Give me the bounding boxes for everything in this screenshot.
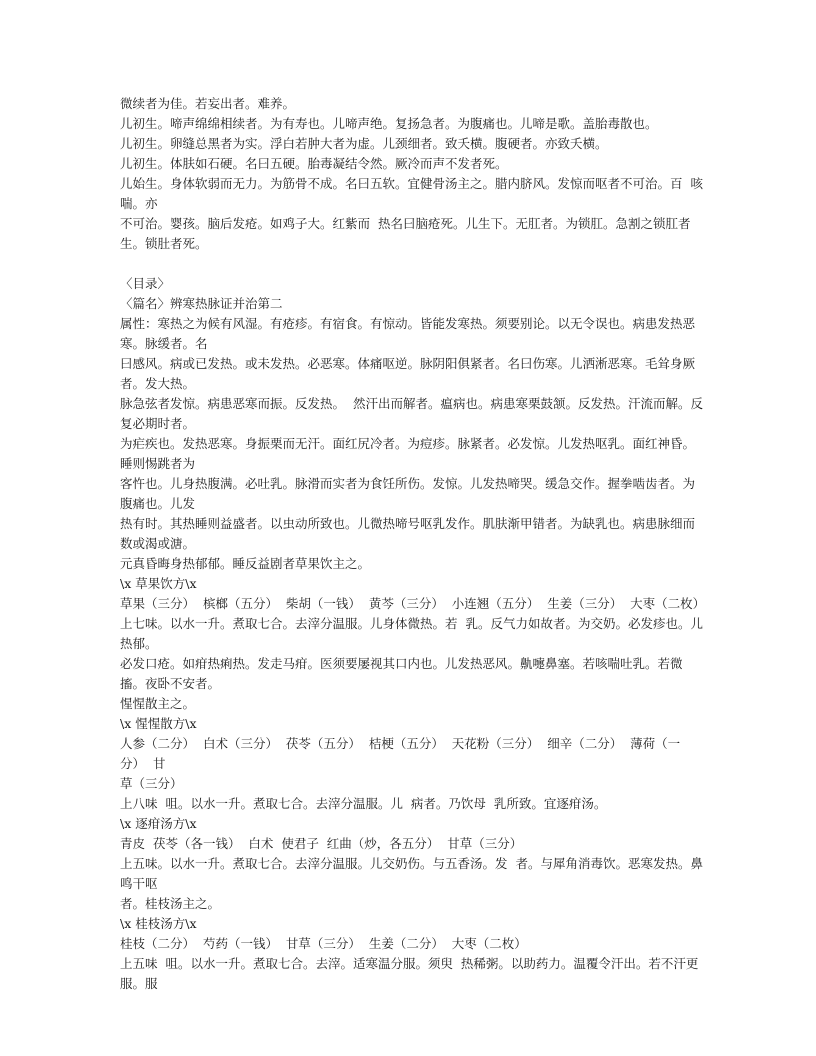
formula-heading: \x 桂枝汤方\x — [120, 916, 197, 931]
text-line: 脉急弦者发惊。病患恶寒而振。反发热。 然汗出而解者。瘟病也。病患寒栗鼓颔。反发热。汗流而解。反复必期时者。 — [120, 396, 703, 431]
toc-marker: 〈目录〉 — [120, 276, 171, 291]
text-line: 者。桂枝汤主之。 — [120, 896, 221, 911]
text-line: 为疟疾也。发热恶寒。身振栗而无汗。面红尻冷者。为痘疹。脉紧者。必发惊。儿发热呕乳。面红神昏。睡则惕跳者为 — [120, 436, 696, 471]
text-line: 上八味 咀。以水一升。煮取七合。去滓分温服。儿 病者。乃饮母 乳所致。宜逐疳汤。 — [120, 796, 607, 811]
text-line: 儿初生。体肤如石硬。名曰五硬。胎毒凝结令然。厥冷而声不发者死。 — [120, 156, 508, 171]
text-line: 上五味。以水一升。煮取七合。去滓分温服。儿交奶伤。与五香汤。发 者。与犀角消毒饮。恶寒发热。鼻鸣干呕 — [120, 856, 703, 891]
ingredient-line: 草（三分） — [120, 776, 183, 791]
text-line: 不可治。婴孩。脑后发疮。如鸡子大。红紫而 热名曰脑疮死。儿生下。无肛者。为锁肛。急割之锁肛者生。锁肚者死。 — [120, 216, 691, 251]
document-body — [120, 94, 704, 994]
ingredient-line: 草果（三分） 槟榔（五分） 柴胡（一钱） 黄芩（三分） 小连翘（五分） 生姜（三分） 大枣（二枚） — [120, 596, 706, 611]
ingredient-line: 青皮 茯苓（各一钱） 白术 使君子 红曲（炒，各五分） 甘草（三分） — [120, 836, 523, 851]
text-line: 必发口疮。如疳热痢热。发走马疳。医须要屡视其口内也。儿发热恶风。鼽嚏鼻塞。若咳喘吐乳。若微搐。夜卧不安者。 — [120, 656, 683, 691]
text-line: 元真昏晦身热郁郁。睡反益剧者草果饮主之。 — [120, 556, 371, 571]
text-line: 儿初生。啼声绵绵相续者。为有寿也。儿啼声绝。复扬急者。为腹痛也。儿啼是歌。盖胎毒散也。 — [120, 116, 658, 131]
chapter-title: 〈篇名〉辨寒热脉证并治第二 — [120, 296, 283, 311]
text-line: 曰感风。病或已发热。或未发热。必恶寒。体痛呕逆。脉阴阳俱紧者。名曰伤寒。儿洒淅恶寒。毛耸身厥者。发大热。 — [120, 356, 696, 391]
text-line: 惺惺散主之。 — [120, 696, 196, 711]
text-line: 微续者为佳。若妄出者。难养。 — [120, 96, 296, 111]
text-line: 上七味。以水一升。煮取七合。去滓分温服。儿身体微热。若 乳。反气力如故者。为交奶。必发疹也。儿热郁。 — [120, 616, 703, 651]
text-line: 儿初生。卵缝总黑者为实。浮白若肿大者为虚。儿颈细者。致夭横。腹硬者。亦致夭横。 — [120, 136, 608, 151]
text-line: 热有时。其热睡则益盛者。以虫动所致也。儿微热啼号呕乳发作。肌肤渐甲错者。为缺乳也。病患脉细而数或渴或溏。 — [120, 516, 696, 551]
text-line: 属性：寒热之为候有风湿。有疮疹。有宿食。有惊动。皆能发寒热。须要别论。以无令误也。病患发热恶寒。脉缓者。名 — [120, 316, 696, 351]
ingredient-line: 人参（二分） 白术（三分） 茯苓（五分） 桔梗（五分） 天花粉（三分） 细辛（二分） 薄荷（一分） 甘 — [120, 736, 681, 771]
formula-heading: \x 逐疳汤方\x — [120, 816, 197, 831]
text-line: 儿始生。身体软弱而无力。为筋骨不成。名曰五软。宜健骨汤主之。腊内脐风。发惊而呕者不可治。百 咳喘。亦 — [120, 176, 703, 211]
ingredient-line: 桂枝（二分） 芍药（一钱） 甘草（三分） 生姜（二分） 大枣（二枚） — [120, 936, 527, 951]
formula-heading: \x 草果饮方\x — [120, 576, 197, 591]
text-line: 上五味 咀。以水一升。煮取七合。去滓。适寒温分服。须臾 热稀粥。以助药力。温覆令汗出。若不汗更服。服 — [120, 956, 699, 991]
blank-line — [120, 254, 704, 274]
formula-heading: \x 惺惺散方\x — [120, 716, 197, 731]
text-line: 客忤也。儿身热腹满。必吐乳。脉滑而实者为食饪所伤。发惊。儿发热啼哭。缓急交作。握拳啮齿者。为腹痛也。儿发 — [120, 476, 696, 511]
